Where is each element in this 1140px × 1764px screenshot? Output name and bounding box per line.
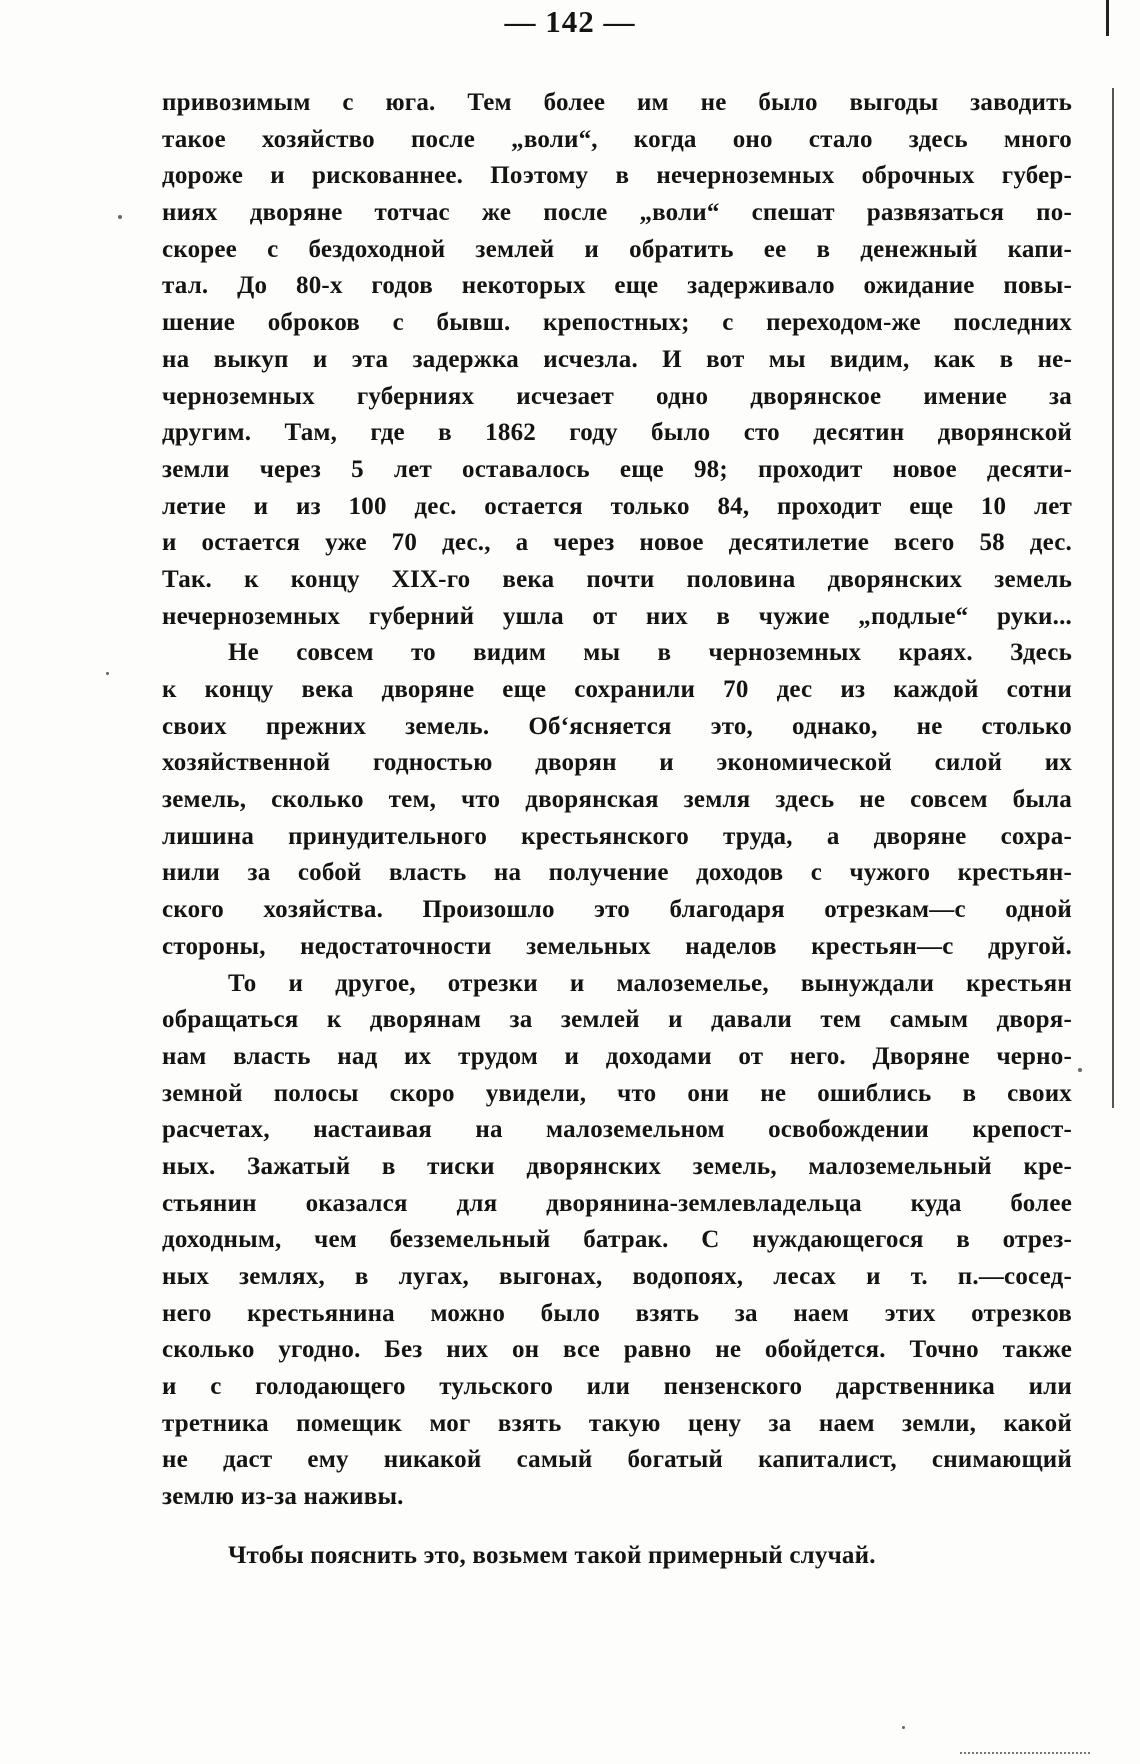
text-line: и с голодающего тульского или пензенского дарственника или — [162, 1373, 1072, 1401]
text-line: тал. До 80-х годов некоторых еще задерживало ожидание повы- — [162, 272, 1072, 300]
text-line: земли через 5 лет оставалось еще 98; проходит новое десяти- — [162, 455, 1072, 483]
text-line: своих прежних земель. Об‘ясняется это, однако, не столько — [162, 712, 1072, 740]
text-line: не даст ему никакой самый богатый капиталист, снимающий — [162, 1446, 1072, 1474]
text-line: шение оброков с бывш. крепостных; с переходом-же последних — [162, 309, 1072, 337]
text-line: земель, сколько тем, что дворянская земля здесь не совсем была — [162, 786, 1072, 814]
scan-speck — [1078, 1068, 1082, 1072]
text-line: доходным, чем безземельный батрак. С нуждающегося в отрез- — [162, 1226, 1072, 1254]
text-line: стороны, недостаточности земельных наделов крестьян—с другой. — [162, 932, 1072, 960]
text-line: ского хозяйства. Произошло это благодаря отрезкам—с одной — [162, 896, 1072, 924]
text-line: него крестьянина можно было взять за наем этих отрезков — [162, 1299, 1072, 1327]
text-line: Так. к концу XIX-го века почти половина дворянских земель — [162, 565, 1072, 593]
text-line: нечерноземных губерний ушла от них в чужие „подлые“ руки... — [162, 602, 1072, 630]
text-line: третника помещик мог взять такую цену за наем земли, какой — [162, 1409, 1072, 1437]
paragraph-last-line: землю из-за наживы. — [162, 1483, 404, 1511]
text-line: ных. Зажатый в тиски дворянских земель, малоземельный кре- — [162, 1152, 1072, 1180]
page-number: — 142 — — [504, 4, 636, 39]
text-line: хозяйственной годностью дворян и экономической силой их — [162, 749, 1072, 777]
paragraph-first-line: Не совсем то видим мы в черноземных краях. Здесь — [228, 639, 1072, 667]
text-line: дороже и рискованнее. Поэтому в нечерноземных оброчных губер- — [162, 162, 1072, 190]
text-line: летие и из 100 дес. остается только 84, проходит еще 10 лет — [162, 492, 1072, 520]
text-line: ниях дворяне тотчас же после „воли“ спешат развязаться по- — [162, 199, 1072, 227]
text-line: расчетах, настаивая на малоземельном освобождении крепост- — [162, 1116, 1072, 1144]
text-line: другим. Там, где в 1862 году было сто десятин дворянской — [162, 419, 1072, 447]
text-line: к концу века дворяне еще сохранили 70 дес из каждой сотни — [162, 676, 1072, 703]
text-line: земной полосы скоро увидели, что они не ошиблись в своих — [162, 1079, 1072, 1107]
paragraph-first-line: То и другое, отрезки и малоземелье, вынуждали крестьян — [228, 969, 1072, 997]
scan-speck — [106, 672, 109, 675]
text-line: нам власть над их трудом и доходами от него. Дворяне черно- — [162, 1042, 1072, 1070]
body-text — [162, 85, 1072, 1575]
scan-speck — [118, 215, 122, 219]
text-line: на выкуп и эта задержка исчезла. И вот мы видим, как в не- — [162, 345, 1072, 373]
text-line: лишина принудительного крестьянского труда, а дворяне сохра- — [162, 822, 1072, 850]
scan-noise — [960, 1752, 1090, 1758]
page-edge-shadow — [1112, 88, 1114, 1108]
text-line: ных землях, в лугах, выгонах, водопоях, лесах и т. п.—сосед- — [162, 1263, 1072, 1290]
text-line: привозимым с юга. Тем более им не было выгоды заводить — [162, 89, 1072, 116]
text-line: нили за собой власть на получение доходов с чужого крестьян- — [162, 859, 1072, 887]
text-line: сколько угодно. Без них он все равно не обойдется. Точно также — [162, 1336, 1072, 1364]
scan-speck — [902, 1726, 905, 1729]
text-line: скорее с бездоходной землей и обратить ее в денежный капи- — [162, 235, 1072, 263]
text-line: стьянин оказался для дворянина-землевладельца куда более — [162, 1189, 1072, 1217]
text-line: обращаться к дворянам за землей и давали тем самым дворя- — [162, 1006, 1072, 1034]
text-line: такое хозяйство после „воли“, когда оно стало здесь много — [162, 125, 1072, 153]
text-line: и остается уже 70 дес., а через новое десятилетие всего 58 дес. — [162, 529, 1072, 557]
paragraph-single-line: Чтобы пояснить это, возьмем такой примерный случай. — [228, 1541, 876, 1569]
text-line: черноземных губерниях исчезает одно дворянское имение за — [162, 382, 1072, 410]
